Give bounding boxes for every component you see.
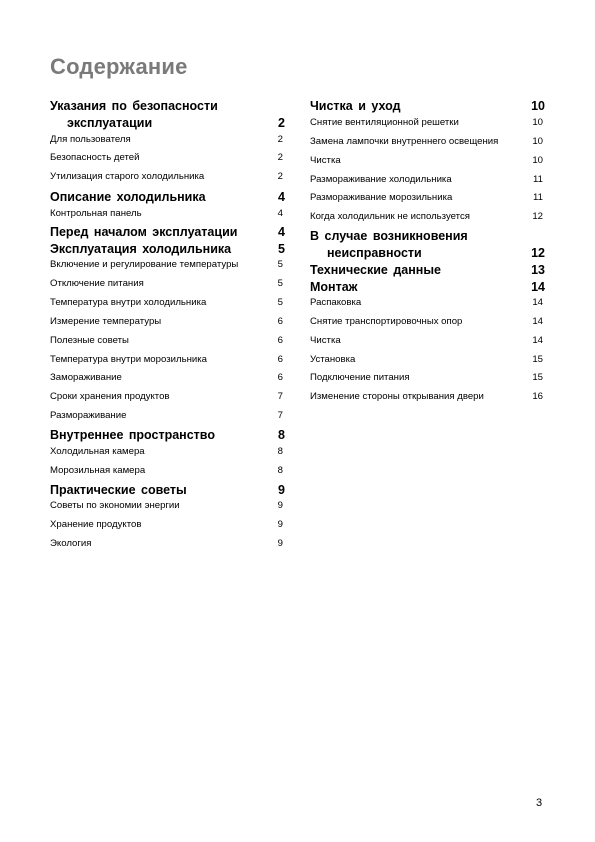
page-title: Содержание — [50, 54, 188, 79]
toc-entry[interactable] — [50, 446, 285, 458]
toc-entry-text: Контрольная панель — [50, 208, 142, 219]
toc-page-number: 14 — [532, 316, 543, 327]
page-number: 3 — [536, 797, 543, 809]
toc-entry-text: Сроки хранения продуктов — [50, 391, 170, 402]
toc-page-number: 9 — [278, 483, 285, 497]
toc-entry-text: Температура внутри морозильника — [50, 354, 207, 365]
toc-entry[interactable] — [50, 354, 285, 366]
toc-entry-text: Снятие транспортировочных опор — [310, 316, 463, 327]
toc-entry[interactable] — [310, 117, 545, 129]
toc-entry-text: Размораживание холодильника — [310, 174, 452, 185]
toc-entry-text: Морозильная камера — [50, 465, 146, 476]
toc-entry-text: Когда холодильник не используется — [310, 211, 470, 222]
toc-heading-text: Эксплуатация холодильника — [50, 242, 232, 256]
toc-entry-text: Хранение продуктов — [50, 519, 142, 530]
toc-entry-text: Установка — [310, 354, 356, 365]
toc-page-number: 10 — [532, 136, 543, 147]
toc-page-number: 10 — [532, 155, 543, 166]
toc-entry[interactable] — [50, 500, 285, 512]
toc-entry[interactable] — [310, 155, 545, 167]
toc-section-heading[interactable] — [50, 242, 285, 259]
toc-page-number: 5 — [278, 242, 285, 256]
toc-section-heading[interactable] — [50, 98, 285, 132]
toc-page-number: 2 — [277, 171, 283, 182]
toc-entry-text: Включение и регулирование температуры — [50, 259, 239, 270]
toc-entry-text: Для пользователя — [50, 134, 131, 145]
toc-entry[interactable] — [50, 134, 285, 146]
toc-entry[interactable] — [50, 278, 285, 290]
toc-heading-text-cont: неисправности — [327, 246, 422, 260]
toc-page-number: 14 — [532, 297, 543, 308]
toc-page-number: 6 — [277, 354, 283, 365]
toc-entry-text: Замена лампочки внутреннего освещения — [310, 136, 499, 147]
toc-entry[interactable] — [310, 354, 545, 366]
toc-entry-text: Экология — [50, 538, 92, 549]
toc-entry-text: Снятие вентиляционной решетки — [310, 117, 459, 128]
toc-page-number: 5 — [277, 259, 283, 270]
toc-page-number: 14 — [531, 280, 545, 294]
toc-page-number: 5 — [277, 297, 283, 308]
toc-page-number: 8 — [278, 428, 285, 442]
toc-entry-text: Чистка — [310, 335, 341, 346]
toc-entry[interactable] — [50, 297, 285, 309]
toc-heading-text: Указания по безопасности — [50, 99, 218, 113]
toc-section-heading[interactable] — [310, 99, 545, 116]
toc-entry[interactable] — [310, 136, 545, 148]
toc-entry[interactable] — [310, 372, 545, 384]
toc-entry-text: Чистка — [310, 155, 341, 166]
toc-entry[interactable] — [50, 208, 285, 220]
toc-page-number: 9 — [277, 519, 283, 530]
toc-page-number: 2 — [277, 134, 283, 145]
toc-page-number: 6 — [277, 316, 283, 327]
toc-page-number: 15 — [532, 372, 543, 383]
toc-section-heading[interactable] — [50, 190, 285, 207]
toc-entry[interactable] — [50, 171, 285, 183]
toc-page-number: 12 — [531, 246, 545, 260]
toc-entry[interactable] — [310, 297, 545, 309]
toc-page-number: 13 — [531, 263, 545, 277]
toc-page-number: 9 — [277, 500, 283, 511]
toc-page-number: 9 — [277, 538, 283, 549]
toc-page-number: 4 — [277, 208, 283, 219]
toc-entry[interactable] — [310, 174, 545, 186]
toc-entry-text: Безопасность детей — [50, 152, 140, 163]
toc-entry[interactable] — [50, 372, 285, 384]
toc-section-heading[interactable] — [310, 228, 545, 262]
toc-entry-text: Температура внутри холодильника — [50, 297, 207, 308]
toc-heading-text: Практические советы — [50, 483, 187, 497]
toc-entry[interactable] — [50, 519, 285, 531]
toc-page-number: 2 — [277, 152, 283, 163]
toc-entry[interactable] — [310, 316, 545, 328]
toc-entry[interactable] — [50, 259, 285, 271]
toc-entry-text: Отключение питания — [50, 278, 144, 289]
toc-entry-text: Размораживание морозильника — [310, 192, 453, 203]
toc-section-heading[interactable] — [50, 225, 285, 242]
toc-page-number: 2 — [278, 116, 285, 130]
toc-page-number: 14 — [532, 335, 543, 346]
toc-page-number: 11 — [533, 192, 543, 203]
toc-section-heading[interactable] — [310, 263, 545, 280]
toc-entry-text: Измерение температуры — [50, 316, 162, 327]
toc-heading-text: Внутреннее пространство — [50, 428, 215, 442]
toc-page-number: 5 — [277, 278, 283, 289]
toc-entry-text: Замораживание — [50, 372, 122, 383]
toc-heading-text: Монтаж — [310, 280, 358, 294]
toc-entry-text: Советы по экономии энергии — [50, 500, 180, 511]
toc-entry-text: Размораживание — [50, 410, 127, 421]
toc-page-number: 10 — [532, 117, 543, 128]
toc-heading-text-cont: эксплуатации — [67, 116, 153, 130]
toc-entry-text: Подключение питания — [310, 372, 410, 383]
toc-entry[interactable] — [310, 335, 545, 347]
toc-page-number: 8 — [277, 446, 283, 457]
toc-page-number: 4 — [278, 190, 285, 204]
toc-page-number: 7 — [277, 391, 283, 402]
toc-section-heading[interactable] — [310, 280, 545, 297]
toc-heading-text: Чистка и уход — [310, 99, 401, 113]
toc-entry[interactable] — [310, 211, 545, 223]
toc-entry-text: Полезные советы — [50, 335, 129, 346]
toc-entry[interactable] — [50, 335, 285, 347]
toc-entry[interactable] — [50, 391, 285, 403]
toc-page-number: 11 — [533, 174, 543, 185]
toc-entry[interactable] — [50, 538, 285, 550]
toc-entry[interactable] — [50, 410, 285, 422]
toc-entry-text: Изменение стороны открывания двери — [310, 391, 484, 402]
toc-page-number: 6 — [277, 372, 283, 383]
toc-page-number: 4 — [278, 225, 285, 239]
toc-heading-text: Перед началом эксплуатации — [50, 225, 238, 239]
toc-entry-text: Холодильная камера — [50, 446, 145, 457]
toc-entry[interactable] — [310, 391, 545, 403]
toc-entry[interactable] — [310, 192, 545, 204]
toc-section-heading[interactable] — [50, 483, 285, 500]
toc-entry-text: Утилизация старого холодильника — [50, 171, 205, 182]
toc-heading-text: В случае возникновения — [310, 229, 468, 243]
toc-page-number: 8 — [277, 465, 283, 476]
toc-section-heading[interactable] — [50, 428, 285, 445]
toc-heading-text: Описание холодильника — [50, 190, 206, 204]
toc-heading-text: Технические данные — [310, 263, 441, 277]
toc-page-number: 7 — [277, 410, 283, 421]
toc-entry[interactable] — [50, 316, 285, 328]
toc-page-number: 10 — [531, 99, 545, 113]
toc-page-number: 12 — [532, 211, 543, 222]
toc-entry[interactable] — [50, 465, 285, 477]
toc-entry[interactable] — [50, 152, 285, 164]
toc-page-number: 15 — [532, 354, 543, 365]
toc-entry-text: Распаковка — [310, 297, 362, 308]
toc-page-number: 6 — [277, 335, 283, 346]
toc-page-number: 16 — [532, 391, 543, 402]
